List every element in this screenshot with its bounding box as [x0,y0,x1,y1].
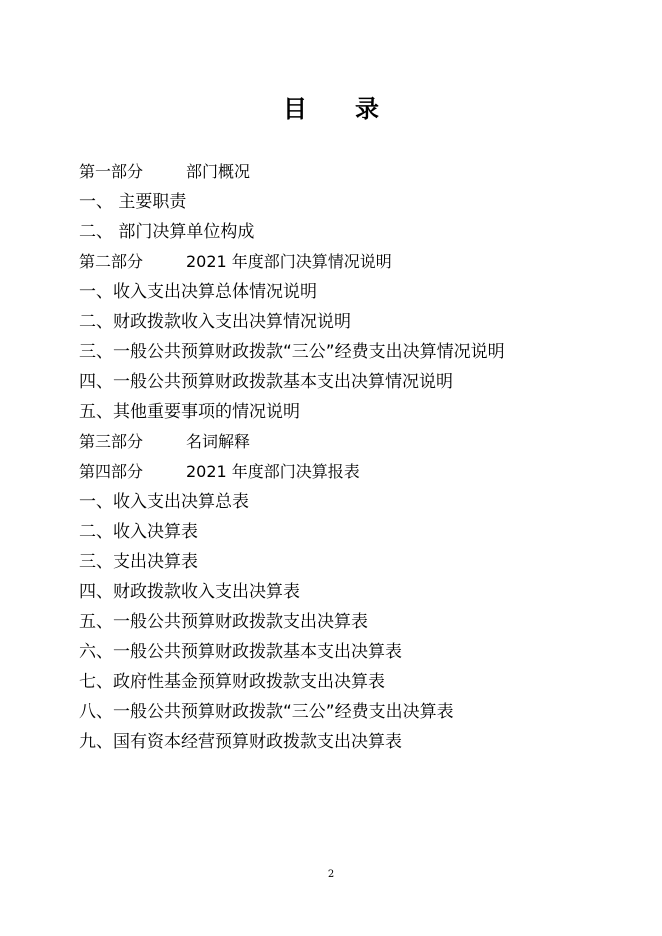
toc-part-4 [79,457,639,487]
toc-item: 九、国有资本经营预算财政拨款支出决算表 [79,732,402,752]
toc-item: 五、一般公共预算财政拨款支出决算表 [79,612,368,632]
toc-item: 三、支出决算表 [79,552,198,572]
toc-item: 七、政府性基金预算财政拨款支出决算表 [79,672,385,692]
toc-item: 二、财政拨款收入支出决算情况说明 [79,312,351,332]
toc-item: 四、财政拨款收入支出决算表 [79,582,300,602]
toc-item: 三、一般公共预算财政拨款“三公”经费支出决算情况说明 [79,342,505,362]
toc-part-title: 名词解释 [186,432,251,451]
toc-item: 一、 主要职责 [79,192,187,212]
table-of-contents [79,157,639,757]
toc-part-label: 第一部分 [79,162,144,181]
page-number: 2 [327,869,335,880]
page-title: 目 录 [283,94,379,123]
toc-part-title: 2021 年度部门决算报表 [186,462,360,481]
toc-item: 八、一般公共预算财政拨款“三公”经费支出决算表 [79,702,454,722]
toc-item: 一、收入支出决算总表 [79,492,249,512]
toc-item: 一、收入支出决算总体情况说明 [79,282,317,302]
toc-part-3 [79,427,639,457]
toc-item: 二、收入决算表 [79,522,198,542]
toc-item: 四、一般公共预算财政拨款基本支出决算情况说明 [79,372,453,392]
toc-part-1 [79,157,639,187]
toc-item: 二、 部门决算单位构成 [79,222,255,242]
toc-part-label: 第三部分 [79,432,144,451]
toc-item: 六、一般公共预算财政拨款基本支出决算表 [79,642,402,662]
toc-part-title: 2021 年度部门决算情况说明 [186,252,392,271]
toc-part-label: 第二部分 [79,252,144,271]
toc-part-label: 第四部分 [79,462,144,481]
toc-part-title: 部门概况 [186,162,251,181]
toc-part-2 [79,247,639,277]
toc-item: 五、其他重要事项的情况说明 [79,402,300,422]
